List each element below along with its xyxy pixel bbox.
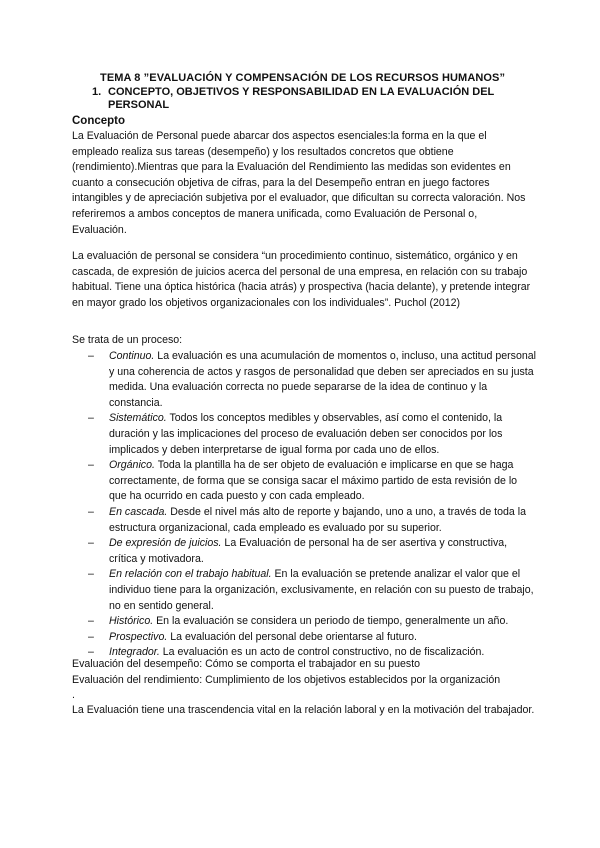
concept-heading: Concepto — [72, 115, 126, 127]
section-number: 1. — [92, 86, 102, 98]
item-text: La evaluación es una acumulación de momentos o, incluso, una actitud personal y una coherencia de actos y rasgos de personalidad que deben ser apreciados en su justa medida. Una evaluación correcta no puede separarse de la idea de continuo y la constancia. — [109, 350, 536, 409]
bullet-dash: – — [88, 615, 94, 628]
item-text: En la evaluación se pretende analizar el valor que el individuo tiene para la organización, exclusivamente, en relación con su puesto de trabajo, no en sentido general. — [109, 568, 534, 612]
item-text: Toda la plantilla ha de ser objeto de evaluación e implicarse en que se haga correctamente, de forma que se consiga sacar el máximo partido de esta revisión de lo que ha ocurrido en cada puesto y con cada empleado. — [109, 459, 518, 503]
bullet-dash: – — [88, 350, 94, 362]
bullet-dash: – — [88, 412, 94, 425]
bullet-dash: – — [88, 505, 94, 518]
item-term: Prospectivo. — [109, 630, 168, 643]
bullet-dash: – — [88, 630, 94, 643]
section-heading — [92, 86, 512, 112]
item-term: Histórico. — [109, 615, 154, 628]
item-term: Continuo. — [109, 350, 155, 362]
item-text: En la evaluación se considera un periodo de tiempo, generalmente un año. — [153, 615, 509, 628]
footer-conclusion: La Evaluación tiene una trascendencia vital en la relación laboral y en la motivación del trabajador. — [72, 704, 535, 716]
item-term: En relación con el trabajo habitual. — [109, 568, 272, 581]
process-list — [72, 349, 537, 661]
document-title: TEMA 8 ”EVALUACIÓN Y COMPENSACIÓN DE LOS RECURSOS HUMANOS” — [100, 72, 506, 84]
list-item — [72, 505, 537, 536]
section-title: CONCEPTO, OBJETIVOS Y RESPONSABILIDAD EN LA EVALUACIÓN DEL PERSONAL — [108, 86, 495, 111]
bullet-dash: – — [88, 537, 94, 550]
item-term: Integrador. — [109, 646, 160, 659]
footer-period: . — [72, 689, 75, 701]
bullet-dash: – — [88, 459, 94, 472]
item-term: En cascada. — [109, 505, 168, 518]
bullet-dash: – — [88, 646, 94, 659]
item-term: Orgánico. — [109, 459, 155, 472]
list-item — [72, 567, 537, 614]
list-item — [72, 614, 537, 630]
item-text: La evaluación del personal debe orientarse al futuro. — [167, 630, 418, 643]
list-item — [72, 411, 537, 458]
list-item — [72, 630, 537, 646]
list-item — [72, 458, 537, 505]
list-item — [72, 349, 537, 411]
item-text: Todos los conceptos medibles y observables, así como el contenido, la duración y las implicaciones del proceso de evaluación deben ser conocidos por los implicados y deben interpretarse de igual forma por cada uno de ellos. — [109, 412, 503, 456]
item-term: De expresión de juicios. — [109, 537, 222, 550]
item-text: La evaluación es un acto de control constructivo, no de fiscalización. — [159, 646, 485, 659]
process-intro: Se trata de un proceso: — [72, 334, 183, 346]
paragraph-definition: La Evaluación de Personal puede abarcar dos aspectos esenciales:la forma en la que el empleado realiza sus tareas (desempeño) y los resultados concretos que obtiene (rendimiento).Mientras que para la Evaluación del Rendimiento las medidas son evidentes en cuanto a consecución objetiva de cifras, para la del Desempeño entran en juego factores intangibles y de apreciación subjetiva por el evaluador, que dificultan su correcta valoración. Nos referiremos a ambos conceptos de manera unificada, como Evaluación de Personal o, Evaluación. — [72, 130, 526, 236]
footer-performance-definition: Evaluación del desempeño: Cómo se comporta el trabajador en su puesto — [72, 658, 421, 670]
list-item — [72, 536, 537, 567]
footer-results-definition: Evaluación del rendimiento: Cumplimiento de los objetivos establecidos por la organización — [72, 674, 501, 686]
item-term: Sistemático. — [109, 412, 167, 425]
item-text: La Evaluación de personal ha de ser asertiva y constructiva, crítica y motivadora. — [109, 537, 508, 565]
item-text: Desde el nivel más alto de reporte y bajando, uno a uno, a través de toda la estructura organizacional, cada empleado es evaluado por su superior. — [109, 505, 526, 534]
bullet-dash: – — [88, 568, 94, 581]
paragraph-quote: La evaluación de personal se considera “un procedimiento continuo, sistemático, orgánico y en cascada, de expresión de juicios acerca del personal de una empresa, en relación con su trabajo habitual. Tiene una óptica histórica (hacia atrás) y prospectiva (hacia delante), y pretende integrar en mayor grado los objetivos organizacionales con los individuales”. Puchol (2012) — [72, 250, 531, 309]
